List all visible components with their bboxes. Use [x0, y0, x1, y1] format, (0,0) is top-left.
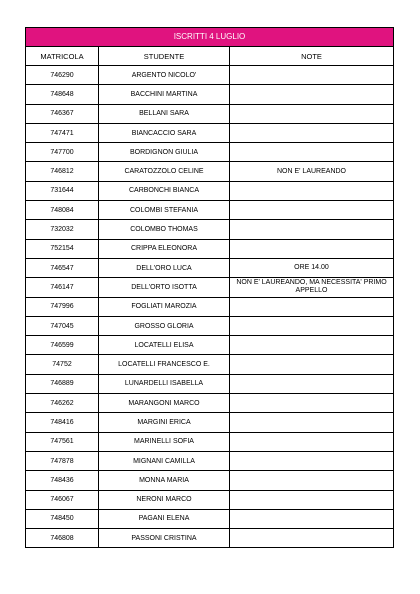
matricola-cell: 747878	[26, 451, 99, 470]
studente-cell: DELL'ORO LUCA	[99, 258, 230, 277]
matricola-cell: 747561	[26, 432, 99, 451]
studente-cell: BACCHINI MARTINA	[99, 85, 230, 104]
note-cell	[230, 355, 394, 374]
table-body	[26, 66, 393, 548]
table-row	[26, 85, 393, 104]
note-cell: ORE 14.00	[230, 258, 394, 277]
header-row	[26, 47, 393, 66]
note-cell	[230, 220, 394, 239]
matricola-cell: 747045	[26, 316, 99, 335]
studente-cell: MONNA MARIA	[99, 471, 230, 490]
table-row	[26, 394, 393, 413]
table-row	[26, 471, 393, 490]
table-row	[26, 336, 393, 355]
note-cell	[230, 394, 394, 413]
matricola-cell: 746147	[26, 278, 99, 297]
table-row	[26, 316, 393, 335]
column-header-matricola: MATRICOLA	[26, 47, 99, 66]
table-row	[26, 413, 393, 432]
note-cell: NON E' LAUREANDO	[230, 162, 394, 181]
matricola-cell: 748450	[26, 509, 99, 528]
studente-cell: CARATOZZOLO CELINE	[99, 162, 230, 181]
studente-cell: COLOMBI STEFANIA	[99, 201, 230, 220]
studente-cell: MIGNANI CAMILLA	[99, 451, 230, 470]
matricola-cell: 748436	[26, 471, 99, 490]
note-cell	[230, 529, 394, 548]
table-row	[26, 451, 393, 470]
matricola-cell: 732032	[26, 220, 99, 239]
note-cell	[230, 316, 394, 335]
matricola-cell: 746290	[26, 66, 99, 85]
note-cell	[230, 104, 394, 123]
note-cell	[230, 297, 394, 316]
column-header-studente: STUDENTE	[99, 47, 230, 66]
note-cell	[230, 336, 394, 355]
matricola-cell: 746067	[26, 490, 99, 509]
matricola-cell: 746599	[26, 336, 99, 355]
studente-cell: BELLANI SARA	[99, 104, 230, 123]
studente-cell: MARGINI ERICA	[99, 413, 230, 432]
studente-cell: CARBONCHI BIANCA	[99, 181, 230, 200]
studente-cell: BIANCACCIO SARA	[99, 123, 230, 142]
studente-cell: LOCATELLI ELISA	[99, 336, 230, 355]
note-cell	[230, 374, 394, 393]
studente-cell: NERONI MARCO	[99, 490, 230, 509]
table-row	[26, 220, 393, 239]
table-row	[26, 66, 393, 85]
table-row	[26, 278, 393, 297]
note-cell	[230, 413, 394, 432]
studente-cell: MARINELLI SOFIA	[99, 432, 230, 451]
note-cell: NON E' LAUREANDO, MA NECESSITA' PRIMO APPELLO	[230, 278, 394, 297]
table-row	[26, 258, 393, 277]
note-cell	[230, 471, 394, 490]
studente-cell: GROSSO GLORIA	[99, 316, 230, 335]
table-row	[26, 239, 393, 258]
matricola-cell: 746808	[26, 529, 99, 548]
note-cell	[230, 181, 394, 200]
table-row	[26, 374, 393, 393]
note-cell	[230, 451, 394, 470]
table-row	[26, 432, 393, 451]
table-row	[26, 201, 393, 220]
studente-cell: PAGANI ELENA	[99, 509, 230, 528]
studente-cell: DELL'ORTO ISOTTA	[99, 278, 230, 297]
matricola-cell: 748416	[26, 413, 99, 432]
studente-cell: BORDIGNON GIULIA	[99, 143, 230, 162]
enrollment-sheet	[25, 27, 394, 548]
matricola-cell: 748648	[26, 85, 99, 104]
sheet-title: ISCRITTI 4 LUGLIO	[26, 28, 393, 47]
studente-cell: LOCATELLI FRANCESCO E.	[99, 355, 230, 374]
matricola-cell: 746262	[26, 394, 99, 413]
table-row	[26, 355, 393, 374]
column-header-note: NOTE	[230, 47, 394, 66]
table-row	[26, 143, 393, 162]
studente-cell: COLOMBO THOMAS	[99, 220, 230, 239]
studente-cell: FOGLIATI MAROZIA	[99, 297, 230, 316]
matricola-cell: 746547	[26, 258, 99, 277]
table-row	[26, 490, 393, 509]
matricola-cell: 731644	[26, 181, 99, 200]
note-cell	[230, 143, 394, 162]
note-cell	[230, 490, 394, 509]
matricola-cell: 74752	[26, 355, 99, 374]
note-cell	[230, 85, 394, 104]
matricola-cell: 747471	[26, 123, 99, 142]
table-row	[26, 529, 393, 548]
matricola-cell: 746367	[26, 104, 99, 123]
note-cell	[230, 66, 394, 85]
studente-cell: ARGENTO NICOLO'	[99, 66, 230, 85]
studente-cell: LUNARDELLI ISABELLA	[99, 374, 230, 393]
matricola-cell: 746812	[26, 162, 99, 181]
table-row	[26, 181, 393, 200]
students-table	[26, 47, 393, 547]
studente-cell: CRIPPA ELEONORA	[99, 239, 230, 258]
matricola-cell: 747700	[26, 143, 99, 162]
matricola-cell: 746889	[26, 374, 99, 393]
studente-cell: PASSONI CRISTINA	[99, 529, 230, 548]
note-cell	[230, 432, 394, 451]
matricola-cell: 748084	[26, 201, 99, 220]
matricola-cell: 752154	[26, 239, 99, 258]
table-row	[26, 509, 393, 528]
table-row	[26, 123, 393, 142]
note-cell	[230, 123, 394, 142]
studente-cell: MARANGONI MARCO	[99, 394, 230, 413]
note-cell	[230, 509, 394, 528]
matricola-cell: 747996	[26, 297, 99, 316]
note-cell	[230, 201, 394, 220]
table-row	[26, 297, 393, 316]
note-cell	[230, 239, 394, 258]
table-row	[26, 104, 393, 123]
table-row	[26, 162, 393, 181]
